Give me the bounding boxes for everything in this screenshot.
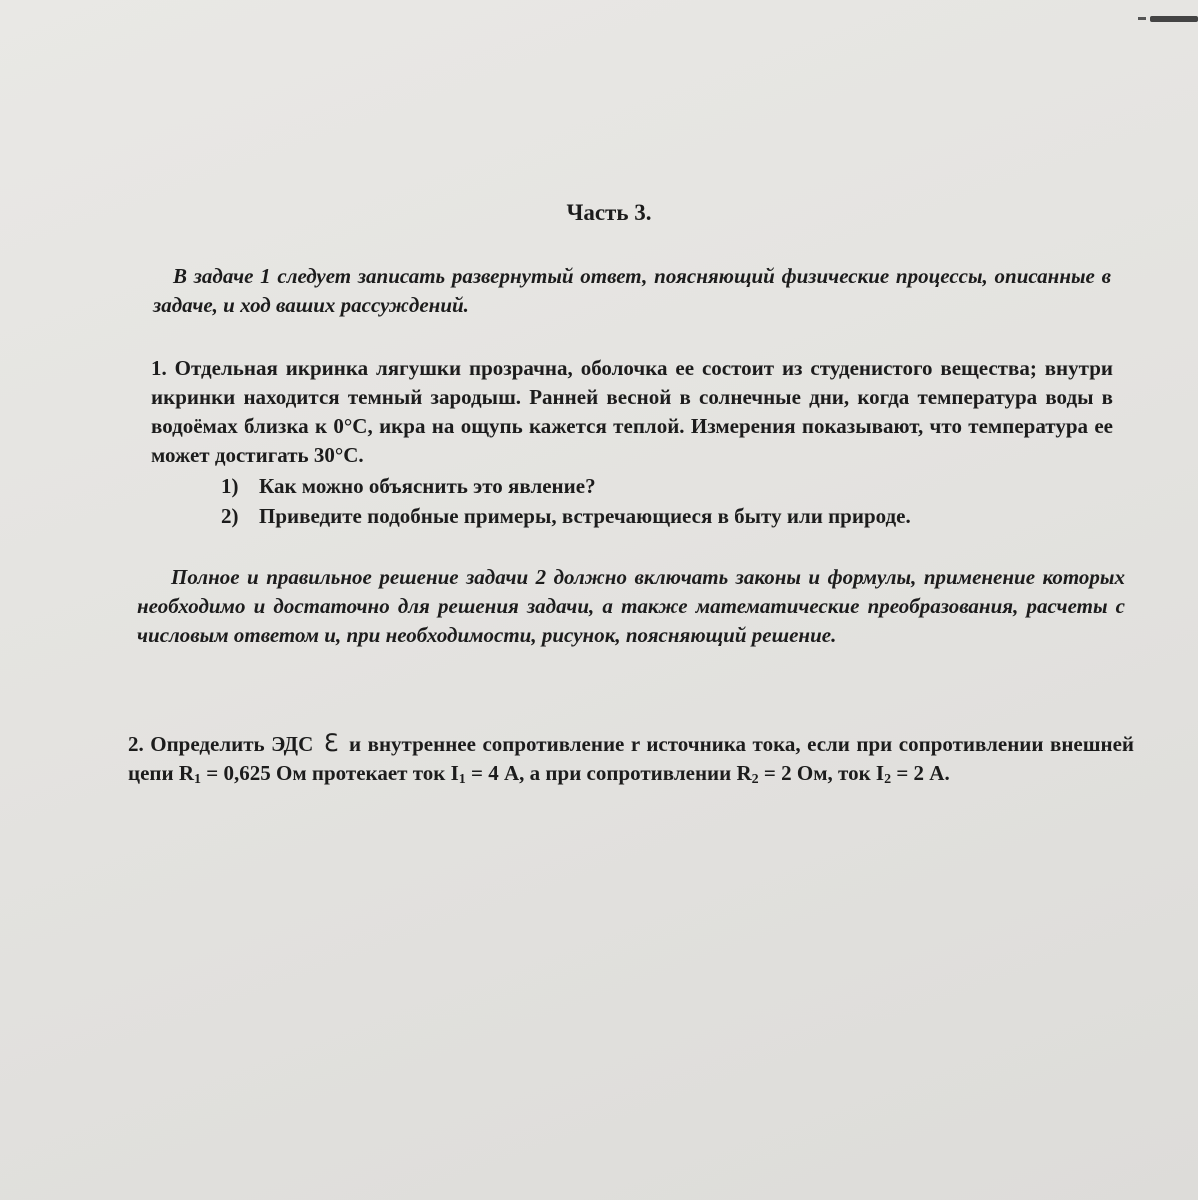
task-2-text: Определить ЭДС — [150, 732, 314, 756]
task-2 — [128, 729, 1134, 788]
question-marker: 2) — [221, 504, 239, 528]
task-1-question — [221, 471, 1101, 501]
section-title: Часть 3. — [566, 200, 652, 225]
task-2-number: 2. — [128, 732, 144, 756]
task-1-number: 1. — [151, 356, 167, 380]
subscript: 1 — [194, 772, 202, 787]
question-text: Как можно объяснить это явление? — [259, 474, 596, 498]
task-2-text: = 2 А. — [891, 761, 950, 785]
task-2-text: = 2 Ом, ток I — [758, 761, 885, 785]
instruction-note-2: Полное и правильное решение задачи 2 должно включать законы и формулы, применение которых необходимо и достаточно для решения задачи, а также математические преобразования, расчеты с числовым ответом и, при необходимости, рисунок, поясняющий решение. — [137, 565, 1125, 647]
task-1 — [151, 354, 1113, 470]
subscript: 2 — [751, 772, 759, 787]
task-1-questions — [221, 471, 1101, 531]
question-text: Приведите подобные примеры, встречающиеся в быту или природе. — [259, 504, 911, 528]
task-2-text: и внутреннее сопротивление r источника тока, если при сопротивлении внешней цепи R — [128, 732, 1134, 785]
subscript: 2 — [884, 772, 892, 787]
task-1-question — [221, 501, 1101, 531]
task-2-text: = 0,625 Ом протекает ток I — [201, 761, 459, 785]
subscript: 1 — [458, 772, 466, 787]
question-marker: 1) — [221, 474, 239, 498]
task-2-text: = 4 А, а при сопротивлении R — [465, 761, 752, 785]
corner-mark — [1150, 16, 1198, 22]
task-1-text: Отдельная икринка лягушки прозрачна, оболочка ее состоит из студенистого вещества; внутри икринки находится темный зародыш. Ранней весной в солнечные дни, когда температура воды в водоёмах близка к 0°С, икра на ощупь кажется теплой. Измерения показывают, что температура ее может достигать 30°С. — [151, 356, 1114, 467]
emf-symbol: ℇ — [323, 729, 339, 757]
instruction-note-1: В задаче 1 следует записать развернутый ответ, поясняющий физические процессы, описанные в задаче, и ход ваших рассуждений. — [153, 264, 1111, 317]
